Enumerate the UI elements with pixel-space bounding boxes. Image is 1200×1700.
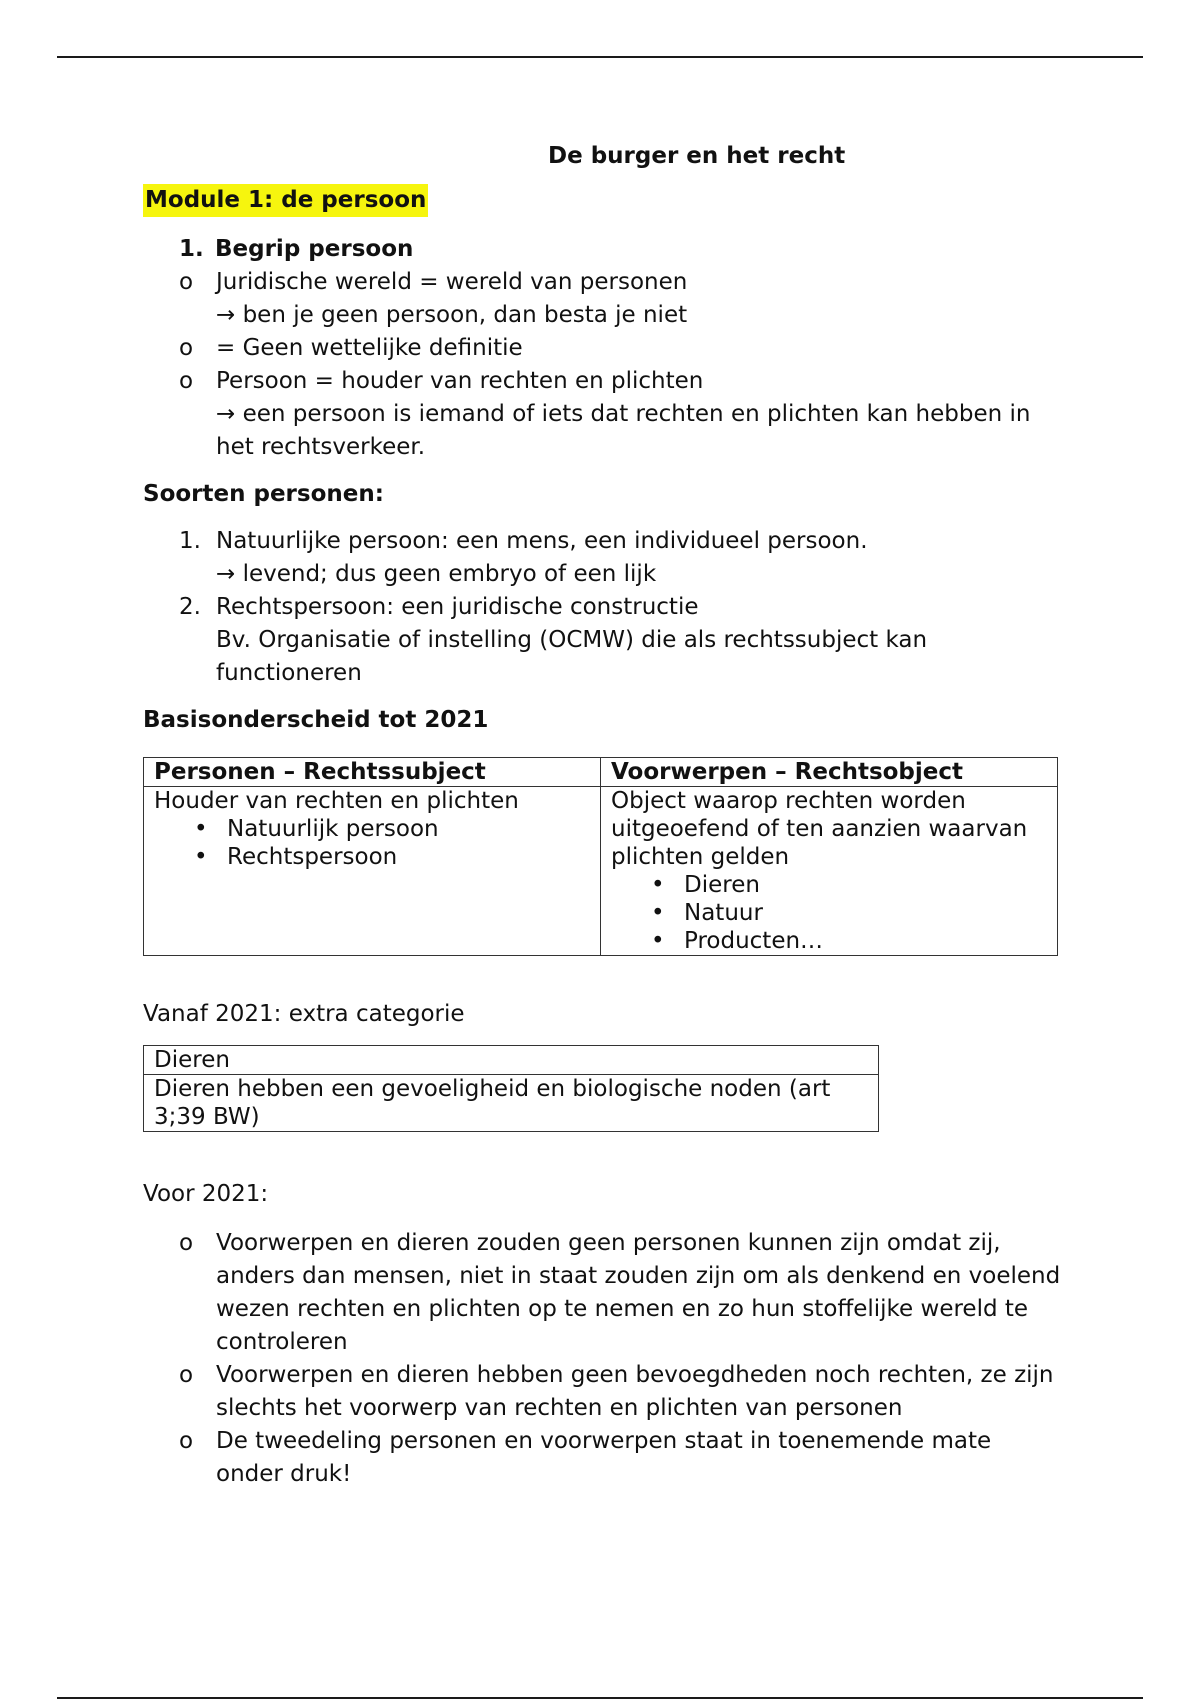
- list-item-text: Natuurlijke persoon: een mens, een individueel persoon.: [216, 528, 868, 554]
- table-cell-personen: [144, 787, 601, 956]
- bullet-item: [611, 927, 1047, 955]
- bullet-text: Natuur: [684, 900, 763, 926]
- list-item-text: Juridische wereld = wereld van personen: [216, 269, 688, 295]
- soorten-heading: Soorten personen:: [143, 481, 384, 507]
- list-item: [143, 365, 1063, 464]
- list-item: [143, 525, 1063, 591]
- cell-text: Houder van rechten en plichten: [154, 788, 519, 814]
- document-body: [143, 140, 1063, 1491]
- list-marker: o: [179, 1230, 194, 1256]
- dieren-table: [143, 1045, 879, 1132]
- list-item: [143, 1227, 1063, 1359]
- list-item-text: Voorwerpen en dieren hebben geen bevoegdheden noch rechten, ze zijn slechts het voorwerp van rechten en plichten van personen: [216, 1362, 1054, 1421]
- dieren-table-header: Dieren: [144, 1046, 879, 1075]
- bullet-icon: •: [651, 928, 665, 954]
- begrip-list: [143, 266, 1063, 464]
- list-item-text: → levend; dus geen embryo of een lijk: [216, 561, 657, 587]
- list-item-text: Bv. Organisatie of instelling (OCMW) die als rechtssubject kan functioneren: [216, 627, 928, 686]
- list-marker: 2.: [179, 594, 201, 620]
- bullet-list: [611, 871, 1047, 955]
- section-title: Begrip persoon: [215, 236, 414, 262]
- bullet-list: [154, 815, 590, 871]
- list-item-text: De tweedeling personen en voorwerpen staat in toenemende mate onder druk!: [216, 1428, 992, 1487]
- list-item-text: = Geen wettelijke definitie: [216, 335, 523, 361]
- list-item: [143, 1425, 1063, 1491]
- list-marker: o: [179, 269, 194, 295]
- list-item: [143, 1359, 1063, 1425]
- basis-table: [143, 757, 1058, 956]
- table-header-voorwerpen: Voorwerpen – Rechtsobject: [601, 758, 1058, 787]
- section-heading-begrip: [179, 233, 1063, 266]
- bullet-item: [611, 871, 1047, 899]
- top-rule: [57, 56, 1143, 58]
- table-header-personen: Personen – Rechtssubject: [144, 758, 601, 787]
- list-item-text: Persoon = houder van rechten en plichten: [216, 368, 704, 394]
- list-item: [143, 591, 1063, 690]
- list-marker: o: [179, 1362, 194, 1388]
- bullet-text: Rechtspersoon: [227, 844, 398, 870]
- cell-text: Object waarop rechten worden uitgeoefend of ten aanzien waarvan plichten gelden: [611, 788, 1028, 870]
- bullet-item: [154, 815, 590, 843]
- list-marker: o: [179, 1428, 194, 1454]
- bullet-item: [154, 843, 590, 871]
- voor-list: [143, 1227, 1063, 1491]
- list-item-text: Rechtspersoon: een juridische constructie: [216, 594, 699, 620]
- vanaf-text: Vanaf 2021: extra categorie: [143, 1001, 465, 1027]
- bullet-text: Producten…: [684, 928, 824, 954]
- bullet-icon: •: [651, 900, 665, 926]
- list-item-text: → ben je geen persoon, dan besta je niet: [216, 302, 688, 328]
- soorten-list: [143, 525, 1063, 690]
- bullet-icon: •: [194, 816, 208, 842]
- list-item: [143, 332, 1063, 365]
- bullet-icon: •: [651, 872, 665, 898]
- voor-heading: Voor 2021:: [143, 1181, 269, 1207]
- list-marker: 1.: [179, 528, 201, 554]
- section-number: 1.: [179, 236, 204, 262]
- bottom-rule: [57, 1697, 1143, 1699]
- bullet-text: Dieren: [684, 872, 760, 898]
- bullet-item: [611, 899, 1047, 927]
- bullet-icon: •: [194, 844, 208, 870]
- list-item: [143, 266, 1063, 332]
- list-item-text: Voorwerpen en dieren zouden geen personen kunnen zijn omdat zij, anders dan mensen, niet in staat zouden zijn om als denkend en voelend wezen rechten en plichten op te nemen en zo hun stoffelijke wereld te controleren: [216, 1230, 1061, 1355]
- table-cell-voorwerpen: [601, 787, 1058, 956]
- bullet-text: Natuurlijk persoon: [227, 816, 439, 842]
- list-item-text: → een persoon is iemand of iets dat rechten en plichten kan hebben in het rechtsverkeer.: [216, 401, 1031, 460]
- list-marker: o: [179, 368, 194, 394]
- list-marker: o: [179, 335, 194, 361]
- page-title: De burger en het recht: [548, 143, 846, 169]
- dieren-table-text: Dieren hebben een gevoeligheid en biologische noden (art 3;39 BW): [144, 1075, 879, 1132]
- module-heading: Module 1: de persoon: [143, 184, 428, 217]
- basis-heading: Basisonderscheid tot 2021: [143, 707, 489, 733]
